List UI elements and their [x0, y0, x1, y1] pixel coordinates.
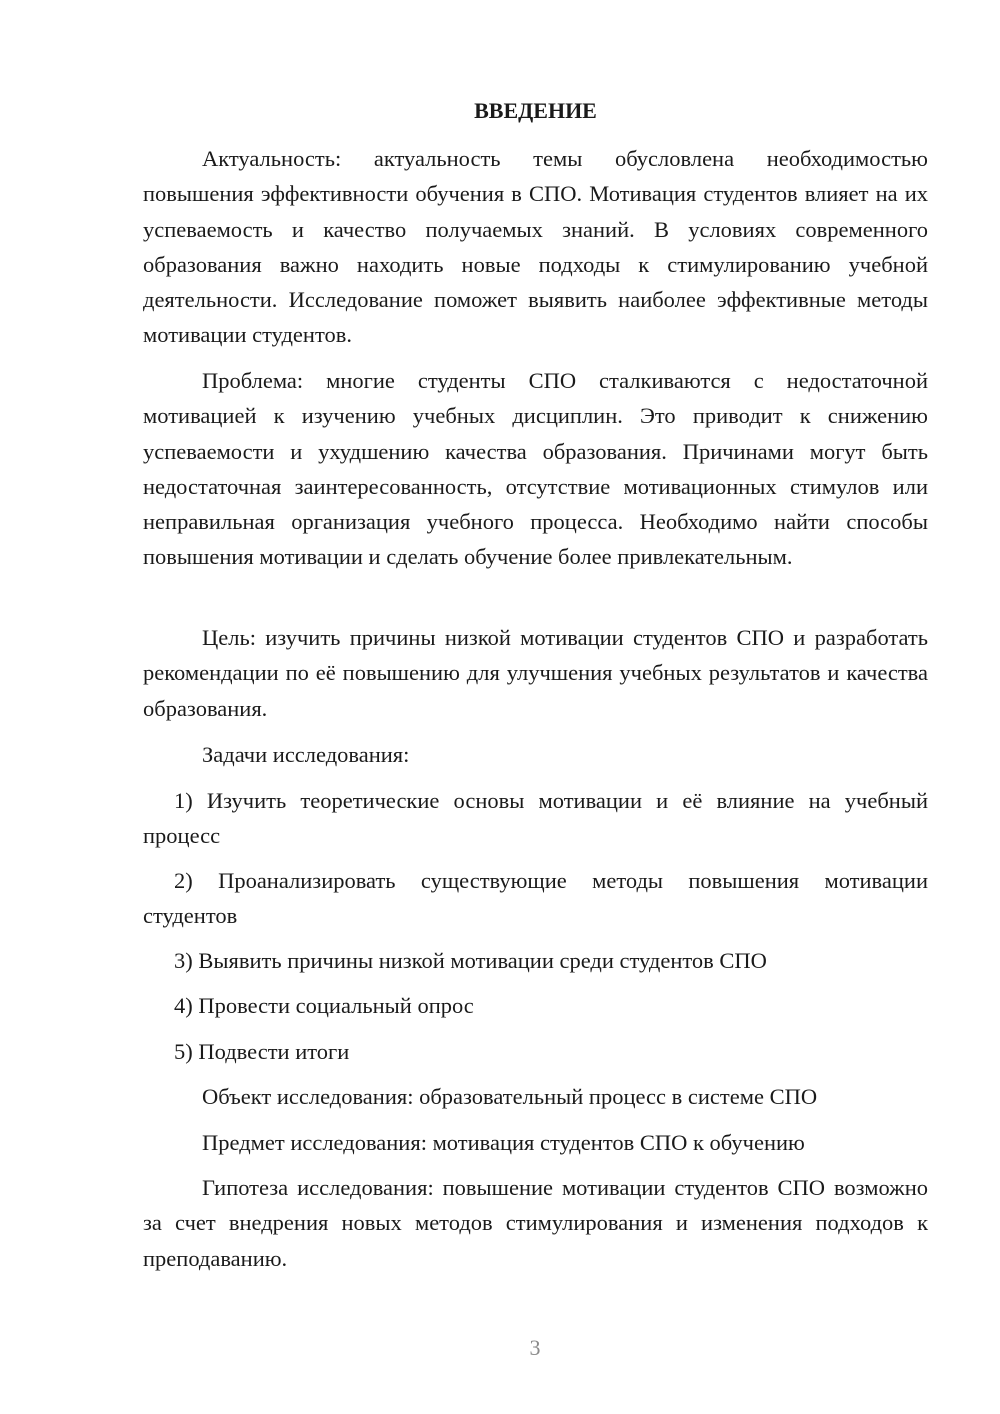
- task-item: 3) Выявить причины низкой мотивации среди студентов СПО: [174, 948, 767, 973]
- page-title: ВВЕДЕНИЕ: [474, 98, 597, 123]
- object-paragraph: Объект исследования: образовательный процесс в системе СПО: [202, 1084, 818, 1109]
- task-item: 2) Проанализировать существующие методы повышения мотивации студентов: [143, 868, 928, 929]
- hypothesis-paragraph: Гипотеза исследования: повышение мотивации студентов СПО возможно за счет внедрения новых методов стимулирования и изменения подходов к преподаванию.: [143, 1175, 928, 1271]
- task-item: 1) Изучить теоретические основы мотивации и её влияние на учебный процесс: [143, 788, 928, 849]
- page-number: 3: [529, 1335, 541, 1360]
- goal-paragraph: Цель: изучить причины низкой мотивации студентов СПО и разработать рекомендации по её повышению для улучшения учебных результатов и качества образования.: [143, 625, 928, 721]
- task-item: 4) Провести социальный опрос: [174, 993, 474, 1018]
- task-item: 5) Подвести итоги: [174, 1039, 350, 1064]
- subject-paragraph: Предмет исследования: мотивация студентов СПО к обучению: [202, 1130, 805, 1155]
- tasks-heading: Задачи исследования:: [202, 742, 410, 767]
- relevance-paragraph: Актуальность: актуальность темы обусловлена необходимостью повышения эффективности обучения в СПО. Мотивация студентов влияет на их успеваемость и качество получаемых знаний. В условиях современного образования важно находить новые подходы к стимулированию учебной деятельности. Исследование поможет выявить наиболее эффективные методы мотивации студентов.: [143, 146, 928, 348]
- document-page: [143, 0, 928, 1414]
- problem-paragraph: Проблема: многие студенты СПО сталкиваются с недостаточной мотивацией к изучению учебных дисциплин. Это приводит к снижению успеваемости и ухудшению качества образования. Причинами могут быть недостаточная заинтересованность, отсутствие мотивационных стимулов или неправильная организация учебного процесса. Необходимо найти способы повышения мотивации и сделать обучение более привлекательным.: [143, 368, 928, 570]
